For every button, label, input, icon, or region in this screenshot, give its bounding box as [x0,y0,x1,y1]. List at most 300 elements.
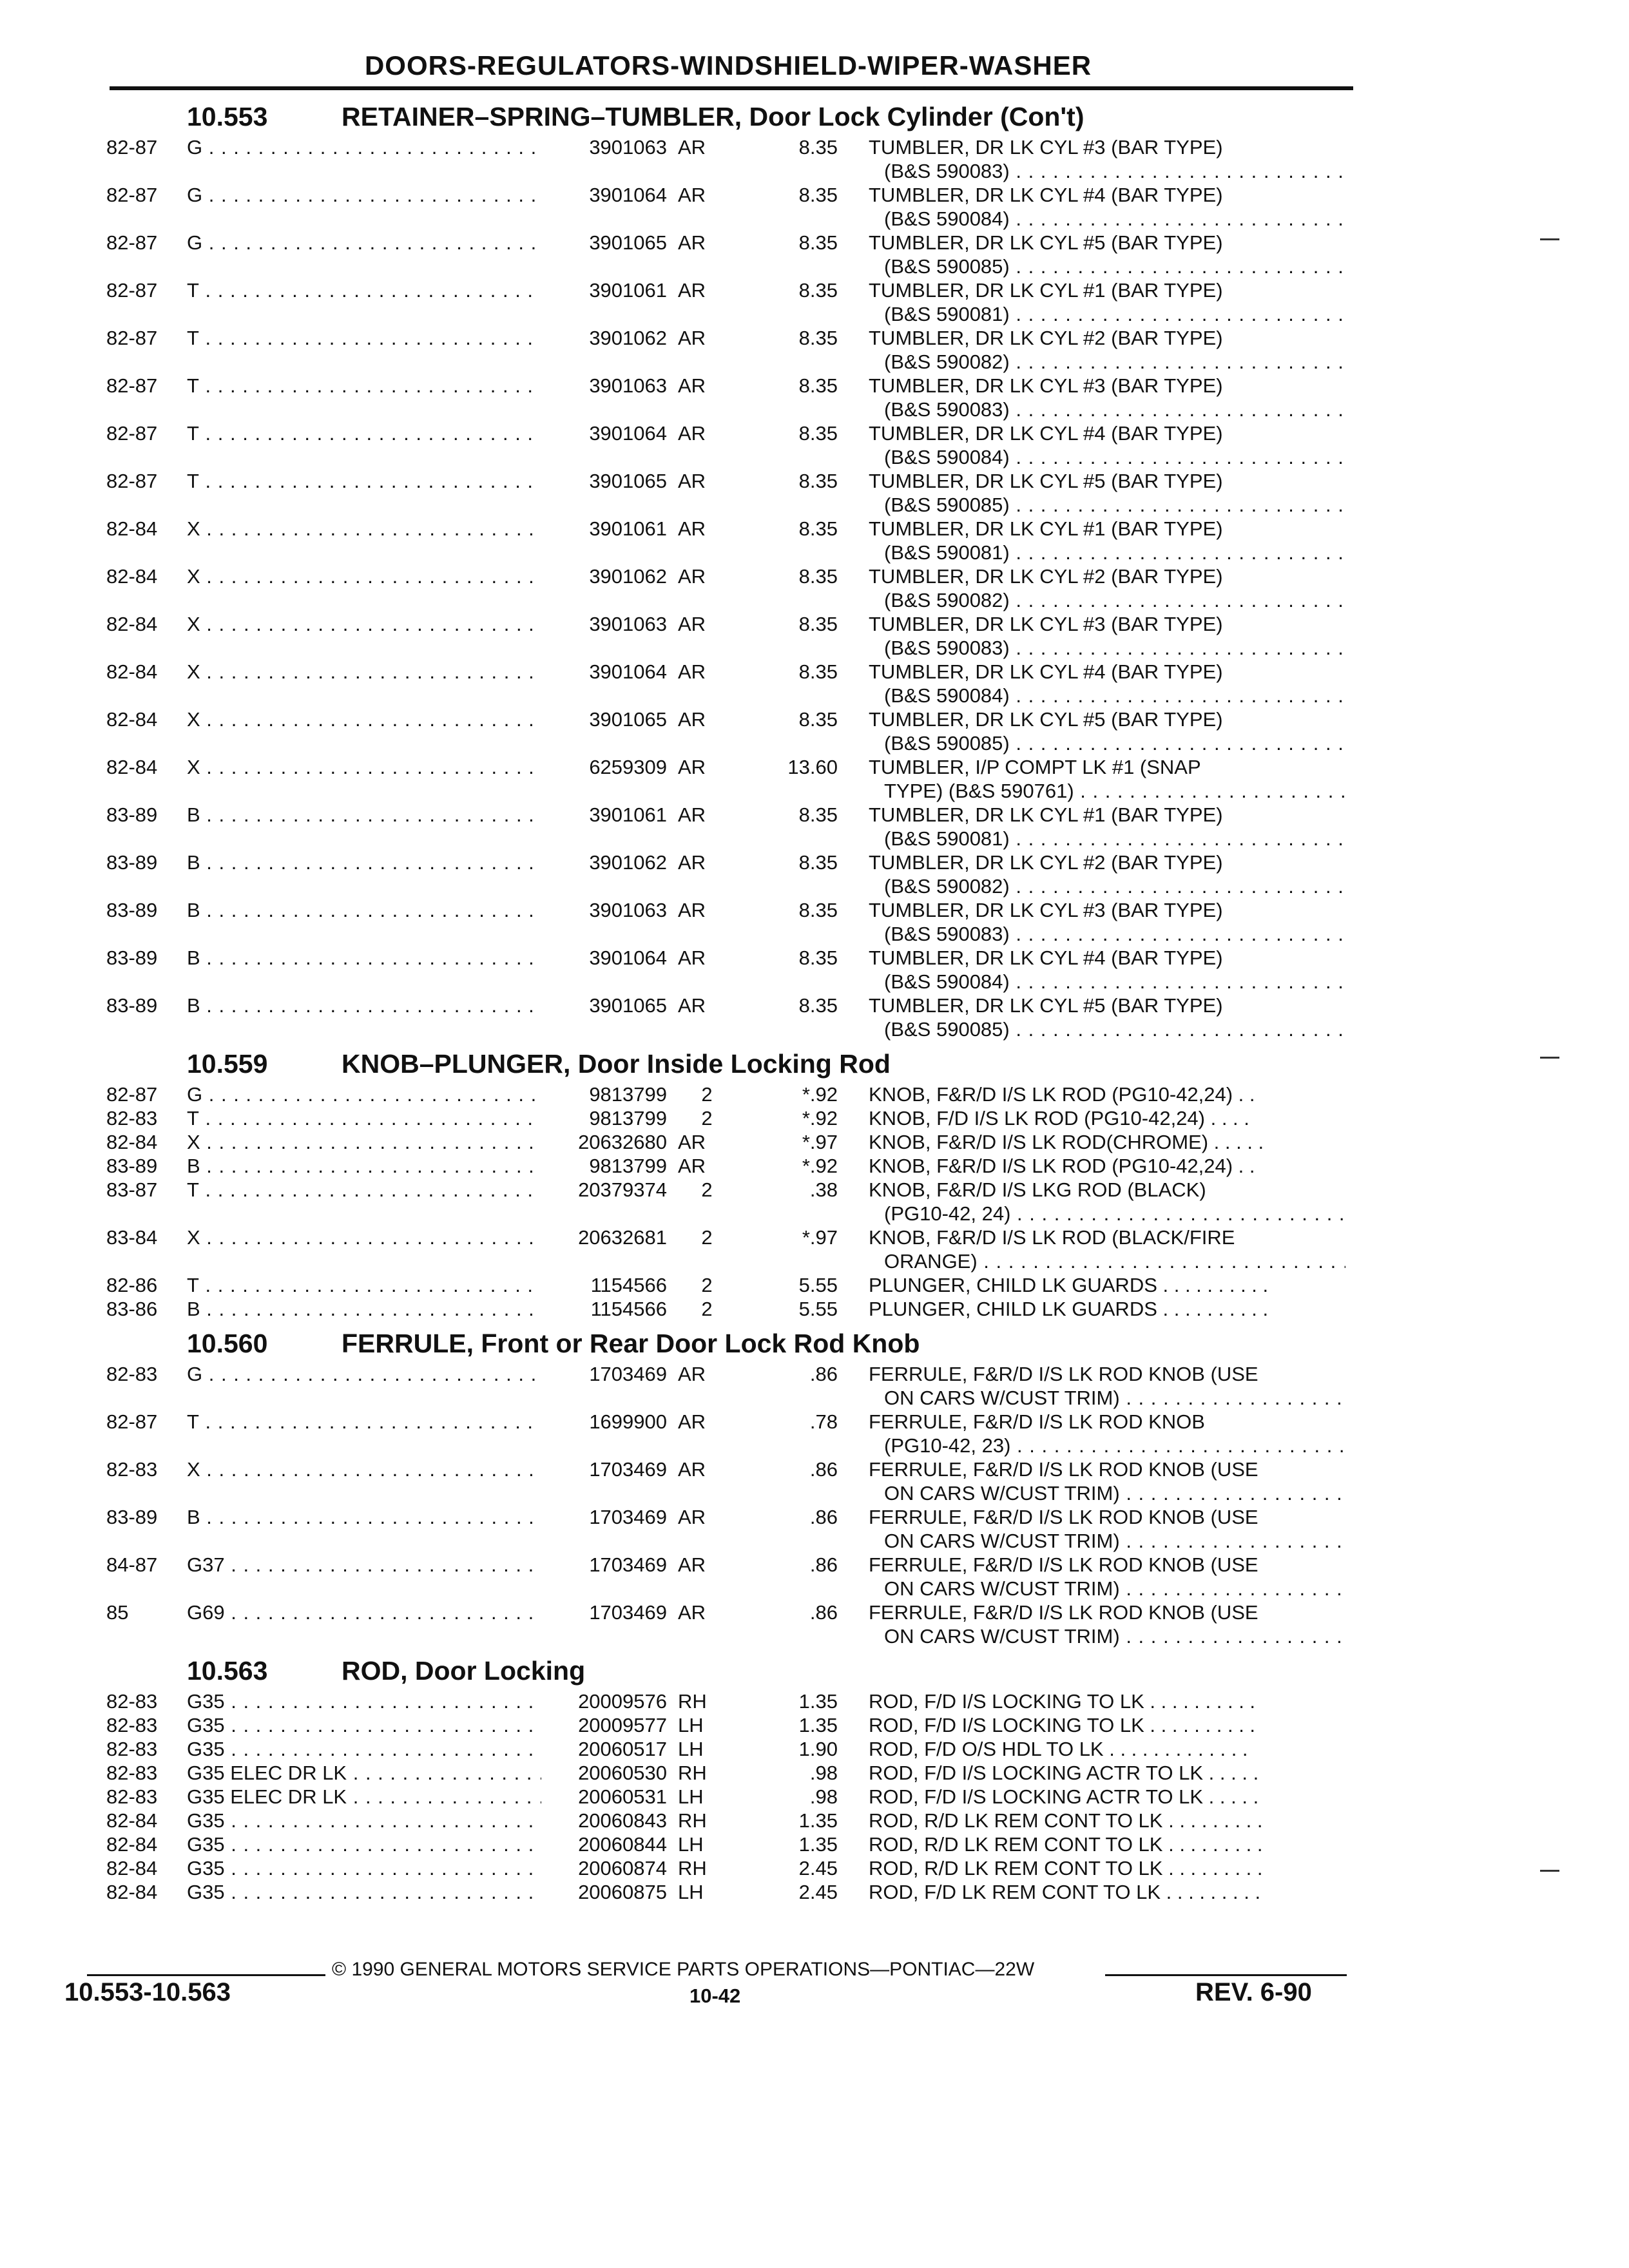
model-code: T . . . [187,1178,541,1202]
price: 1.90 [798,1738,838,1760]
price: 8.35 [798,899,838,921]
part-row [0,1082,1629,1106]
description-line: FERRULE, F&R/D I/S LK ROD KNOB (USE [869,1553,1258,1576]
part-number: 3901064 [589,184,667,206]
part-number: 1703469 [589,1458,667,1481]
description [869,1856,1345,1880]
description-line: KNOB, F/D I/S LK ROD (PG10-42,24) . . . . [869,1107,1249,1129]
description [869,1410,1345,1457]
price: 8.35 [798,851,838,874]
part-row [0,1362,1629,1410]
price: 1.35 [798,1714,838,1736]
description-line: TUMBLER, DR LK CYL #2 (BAR TYPE) [869,851,1223,874]
model-years: 82-84 [106,1809,158,1832]
quantity: RH [678,1762,707,1784]
quantity: AR [678,327,706,349]
part-number: 3901062 [589,327,667,349]
description [869,850,1345,898]
part-row [0,1410,1629,1457]
description [869,1832,1345,1856]
part-row [0,469,1629,517]
part-number: 3901065 [589,994,667,1017]
description [869,1689,1345,1713]
description-line: (B&S 590081) . . . [869,827,1345,850]
model-code: G . . . [187,1362,541,1386]
quantity: AR [678,422,706,445]
description-line: ON CARS W/CUST TRIM) . . . [869,1481,1345,1505]
quantity: AR [678,231,706,254]
description-line: (B&S 590082) . . . [869,350,1345,374]
part-number: 3901064 [589,660,667,683]
model-years: 82-87 [106,374,158,397]
part-row [0,326,1629,374]
description-line: KNOB, F&R/D I/S LK ROD (PG10-42,24) . . [869,1155,1255,1177]
part-number: 1703469 [589,1553,667,1576]
quantity: 2 [701,1178,713,1201]
description-line: (B&S 590085) . . . [869,731,1345,755]
description-line: KNOB, F&R/D I/S LK ROD (PG10-42,24) . . [869,1083,1255,1106]
description [869,898,1345,946]
section-number: 10.560 [187,1329,268,1358]
quantity: LH [678,1881,704,1903]
model-code: G35 . . . [187,1856,541,1880]
part-number: 20060530 [578,1762,667,1784]
price: 8.35 [798,660,838,683]
model-years: 85 [106,1601,129,1624]
model-code: T . . . [187,1410,541,1434]
price: 8.35 [798,422,838,445]
price: 8.35 [798,994,838,1017]
price: 8.35 [798,947,838,969]
section-number: 10.563 [187,1656,268,1686]
model-years: 82-87 [106,184,158,206]
price: .78 [809,1410,838,1433]
part-row [0,1600,1629,1648]
model-code: G69 . . . [187,1600,541,1624]
quantity: AR [678,1410,706,1433]
part-row [0,421,1629,469]
quantity: RH [678,1809,707,1832]
part-row [0,1689,1629,1713]
description [869,755,1345,803]
part-row [0,1130,1629,1154]
model-code: G37 . . . [187,1553,541,1577]
model-years: 82-84 [106,756,158,778]
model-code: G . . . [187,231,541,255]
model-code: T . . . [187,1273,541,1297]
model-years: 82-87 [106,231,158,254]
model-years: 82-83 [106,1738,158,1760]
quantity: AR [678,708,706,731]
description-line: TUMBLER, DR LK CYL #2 (BAR TYPE) [869,565,1223,588]
description-line: ROD, R/D LK REM CONT TO LK . . . . . . . . . [869,1857,1263,1879]
price: .86 [809,1553,838,1576]
part-number: 1703469 [589,1601,667,1624]
part-number: 20379374 [578,1178,667,1201]
description [869,707,1345,755]
part-number: 3901061 [589,803,667,826]
model-code: G35 ELEC DR LK . . . [187,1761,541,1785]
price: 8.35 [798,470,838,492]
model-code: X . . . [187,755,541,779]
model-code: T . . . [187,421,541,445]
model-years: 82-87 [106,470,158,492]
part-number: 20009577 [578,1714,667,1736]
description [869,278,1345,326]
description-line: TUMBLER, DR LK CYL #3 (BAR TYPE) [869,613,1223,635]
model-code: G . . . [187,1082,541,1106]
part-number: 20060875 [578,1881,667,1903]
description-line: ROD, F/D LK REM CONT TO LK . . . . . . . . . [869,1881,1261,1903]
description-line: TUMBLER, DR LK CYL #3 (BAR TYPE) [869,899,1223,921]
description [869,803,1345,850]
quantity: AR [678,136,706,159]
description-line: TUMBLER, DR LK CYL #4 (BAR TYPE) [869,184,1223,206]
price: 8.35 [798,279,838,302]
model-code: G35 . . . [187,1713,541,1737]
description-line: (B&S 590083) . . . [869,922,1345,946]
description-line: (B&S 590084) . . . [869,207,1345,231]
description-line: TUMBLER, DR LK CYL #1 (BAR TYPE) [869,803,1223,826]
model-years: 82-83 [106,1690,158,1713]
description-line: ROD, F/D O/S HDL TO LK . . . . . . . . . . . . . [869,1738,1248,1760]
description [869,660,1345,707]
quantity: LH [678,1738,704,1760]
quantity: AR [678,470,706,492]
section-title [0,1648,1629,1689]
price: .86 [809,1458,838,1481]
price: *.92 [802,1107,838,1129]
model-years: 83-89 [106,1155,158,1177]
description-line: TUMBLER, DR LK CYL #5 (BAR TYPE) [869,231,1223,254]
model-years: 83-84 [106,1226,158,1249]
margin-tick [1540,1870,1559,1872]
quantity: AR [678,1155,706,1177]
part-row [0,278,1629,326]
part-row [0,1785,1629,1809]
model-code: G35 . . . [187,1809,541,1832]
description-line: (B&S 590081) . . . [869,302,1345,326]
quantity: AR [678,1553,706,1576]
description-line: TUMBLER, DR LK CYL #1 (BAR TYPE) [869,279,1223,302]
model-code: T . . . [187,1106,541,1130]
description-line: (PG10-42, 24) . . . [869,1202,1345,1225]
description [869,1273,1345,1297]
description [869,135,1345,183]
description [869,1553,1345,1600]
description-line: FERRULE, F&R/D I/S LK ROD KNOB (USE [869,1363,1258,1385]
model-code: G35 . . . [187,1832,541,1856]
price: 8.35 [798,613,838,635]
quantity: AR [678,851,706,874]
part-row [0,1457,1629,1505]
price: 1.35 [798,1833,838,1856]
quantity: AR [678,565,706,588]
model-years: 82-84 [106,1881,158,1903]
description-line: ROD, F/D I/S LOCKING ACTR TO LK . . . . . [869,1785,1259,1808]
price: *.97 [802,1131,838,1153]
description-line: (B&S 590081) . . . [869,541,1345,564]
description [869,1178,1345,1225]
part-row [0,564,1629,612]
description-line: (B&S 590085) . . . [869,1017,1345,1041]
model-years: 82-87 [106,1410,158,1433]
description-line: FERRULE, F&R/D I/S LK ROD KNOB (USE [869,1601,1258,1624]
quantity: AR [678,279,706,302]
part-number: 3901061 [589,517,667,540]
description [869,1880,1345,1904]
price: *.92 [802,1155,838,1177]
part-row [0,1273,1629,1297]
description-line: (B&S 590084) . . . [869,445,1345,469]
part-number: 20060844 [578,1833,667,1856]
model-code: B . . . [187,1154,541,1178]
description-line: ROD, R/D LK REM CONT TO LK . . . . . . . . . [869,1833,1263,1856]
part-number: 1699900 [589,1410,667,1433]
description [869,1505,1345,1553]
quantity: AR [678,1506,706,1528]
part-row [0,1832,1629,1856]
model-code: B . . . [187,898,541,922]
part-number: 3901065 [589,231,667,254]
description [869,469,1345,517]
quantity: LH [678,1785,704,1808]
quantity: AR [678,184,706,206]
model-code: T . . . [187,469,541,493]
part-row [0,994,1629,1041]
description-line: (B&S 590082) . . . [869,874,1345,898]
description [869,946,1345,994]
description [869,374,1345,421]
part-row [0,1297,1629,1321]
description-line: ROD, F/D I/S LOCKING TO LK . . . . . . . . . . [869,1690,1256,1713]
section-name: ROD, Door Locking [342,1656,586,1686]
description [869,1809,1345,1832]
part-row [0,183,1629,231]
model-code: X . . . [187,1225,541,1249]
description-line: TUMBLER, DR LK CYL #1 (BAR TYPE) [869,517,1223,540]
model-code: X . . . [187,660,541,684]
part-number: 3901061 [589,279,667,302]
model-years: 82-83 [106,1785,158,1808]
price: 2.45 [798,1857,838,1879]
section-number: 10.559 [187,1049,268,1079]
model-years: 82-84 [106,613,158,635]
footer-rule [87,1974,325,1976]
model-years: 83-89 [106,899,158,921]
margin-tick [1540,238,1559,240]
quantity: AR [678,374,706,397]
part-number: 3901065 [589,708,667,731]
quantity: 2 [701,1298,713,1320]
price: 8.35 [798,708,838,731]
part-number: 9813799 [589,1155,667,1177]
description [869,994,1345,1041]
part-row [0,803,1629,850]
model-code: X . . . [187,1130,541,1154]
description-line: ON CARS W/CUST TRIM) . . . [869,1624,1345,1648]
part-row [0,1737,1629,1761]
model-years: 82-87 [106,279,158,302]
description [869,1713,1345,1737]
description [869,1457,1345,1505]
description-line: (B&S 590085) . . . [869,493,1345,517]
description-line: (B&S 590084) . . . [869,970,1345,994]
description-line: (B&S 590084) . . . [869,684,1345,707]
model-code: X . . . [187,517,541,541]
quantity: AR [678,1131,706,1153]
section-name: KNOB–PLUNGER, Door Inside Locking Rod [342,1049,891,1079]
description [869,1082,1345,1106]
part-number: 1154566 [590,1274,667,1296]
description [869,517,1345,564]
model-code: G35 . . . [187,1880,541,1904]
description-line: ROD, F/D I/S LOCKING ACTR TO LK . . . . . [869,1762,1259,1784]
model-years: 82-83 [106,1458,158,1481]
part-row [0,1154,1629,1178]
quantity: 2 [701,1083,713,1106]
model-years: 82-83 [106,1714,158,1736]
price: 8.35 [798,517,838,540]
description-line: KNOB, F&R/D I/S LK ROD (BLACK/FIRE [869,1226,1235,1249]
model-code: G . . . [187,183,541,207]
description-line: TUMBLER, DR LK CYL #2 (BAR TYPE) [869,327,1223,349]
quantity: AR [678,947,706,969]
description-line: TUMBLER, DR LK CYL #4 (BAR TYPE) [869,660,1223,683]
quantity: AR [678,613,706,635]
model-code: T . . . [187,374,541,398]
price: 2.45 [798,1881,838,1903]
part-number: 20060874 [578,1857,667,1879]
model-years: 82-84 [106,660,158,683]
part-number: 1154566 [590,1298,667,1320]
description [869,183,1345,231]
model-code: G . . . [187,135,541,159]
model-code: B . . . [187,850,541,874]
price: 8.35 [798,136,838,159]
description [869,1600,1345,1648]
price: 5.55 [798,1274,838,1296]
quantity: 2 [701,1226,713,1249]
description-line: ON CARS W/CUST TRIM) . . . [869,1529,1345,1553]
quantity: LH [678,1833,704,1856]
price: .38 [809,1178,838,1201]
quantity: AR [678,803,706,826]
section-number: 10.553 [187,102,268,131]
description-line: (B&S 590085) . . . [869,255,1345,278]
price: 8.35 [798,184,838,206]
quantity: AR [678,1363,706,1385]
description [869,421,1345,469]
model-years: 83-89 [106,1506,158,1528]
footer-section-range: 10.553-10.563 [64,1978,231,2006]
part-number: 3901062 [589,565,667,588]
part-row [0,1761,1629,1785]
description-line: TUMBLER, DR LK CYL #5 (BAR TYPE) [869,994,1223,1017]
part-number: 3901063 [589,899,667,921]
part-row [0,1178,1629,1225]
description [869,326,1345,374]
part-number: 3901062 [589,851,667,874]
part-number: 1703469 [589,1363,667,1385]
part-row [0,231,1629,278]
price: .98 [809,1762,838,1784]
model-years: 82-84 [106,517,158,540]
price: 8.35 [798,803,838,826]
price: 8.35 [798,565,838,588]
description-line: FERRULE, F&R/D I/S LK ROD KNOB [869,1410,1205,1433]
description-line: ROD, R/D LK REM CONT TO LK . . . . . . . . . [869,1809,1263,1832]
description [869,1130,1345,1154]
part-row [0,135,1629,183]
model-code: X . . . [187,1457,541,1481]
description-line: KNOB, F&R/D I/S LKG ROD (BLACK) [869,1178,1206,1201]
description [869,231,1345,278]
part-row [0,1809,1629,1832]
description [869,1297,1345,1321]
model-years: 82-83 [106,1762,158,1784]
part-number: 9813799 [589,1083,667,1106]
part-number: 3901064 [589,947,667,969]
quantity: 2 [701,1107,713,1129]
price: .86 [809,1601,838,1624]
model-years: 82-84 [106,1131,158,1153]
part-number: 20632681 [578,1226,667,1249]
part-row [0,517,1629,564]
description [869,1737,1345,1761]
description [869,1785,1345,1809]
description-line: FERRULE, F&R/D I/S LK ROD KNOB (USE [869,1458,1258,1481]
model-years: 83-89 [106,851,158,874]
model-years: 83-87 [106,1178,158,1201]
description-line: TUMBLER, DR LK CYL #5 (BAR TYPE) [869,708,1223,731]
model-years: 83-86 [106,1298,158,1320]
revision: REV. 6-90 [1195,1978,1312,2006]
model-years: 82-87 [106,136,158,159]
description [869,1225,1345,1273]
part-row [0,374,1629,421]
part-number: 20060531 [578,1785,667,1808]
page-header: DOORS-REGULATORS-WINDSHIELD-WIPER-WASHER [364,50,1092,81]
description [869,564,1345,612]
part-row [0,1880,1629,1904]
model-code: X . . . [187,564,541,588]
model-years: 82-84 [106,1857,158,1879]
price: 1.35 [798,1690,838,1713]
part-number: 3901065 [589,470,667,492]
model-years: 82-83 [106,1363,158,1385]
model-years: 82-87 [106,327,158,349]
description-line: TUMBLER, DR LK CYL #4 (BAR TYPE) [869,422,1223,445]
model-code: B . . . [187,1505,541,1529]
part-row [0,1106,1629,1130]
part-row [0,660,1629,707]
quantity: AR [678,994,706,1017]
part-number: 20060843 [578,1809,667,1832]
model-code: G35 ELEC DR LK . . . [187,1785,541,1809]
part-number: 6259309 [589,756,667,778]
model-years: 82-84 [106,565,158,588]
model-years: 83-89 [106,994,158,1017]
model-years: 83-89 [106,947,158,969]
description-line: TYPE) (B&S 590761) . . . [869,779,1345,803]
model-code: G35 . . . [187,1737,541,1761]
description-line: (B&S 590083) . . . [869,636,1345,660]
description-line: TUMBLER, I/P COMPT LK #1 (SNAP [869,756,1201,778]
price: .98 [809,1785,838,1808]
margin-tick [1540,1057,1559,1059]
price: *.92 [802,1083,838,1106]
